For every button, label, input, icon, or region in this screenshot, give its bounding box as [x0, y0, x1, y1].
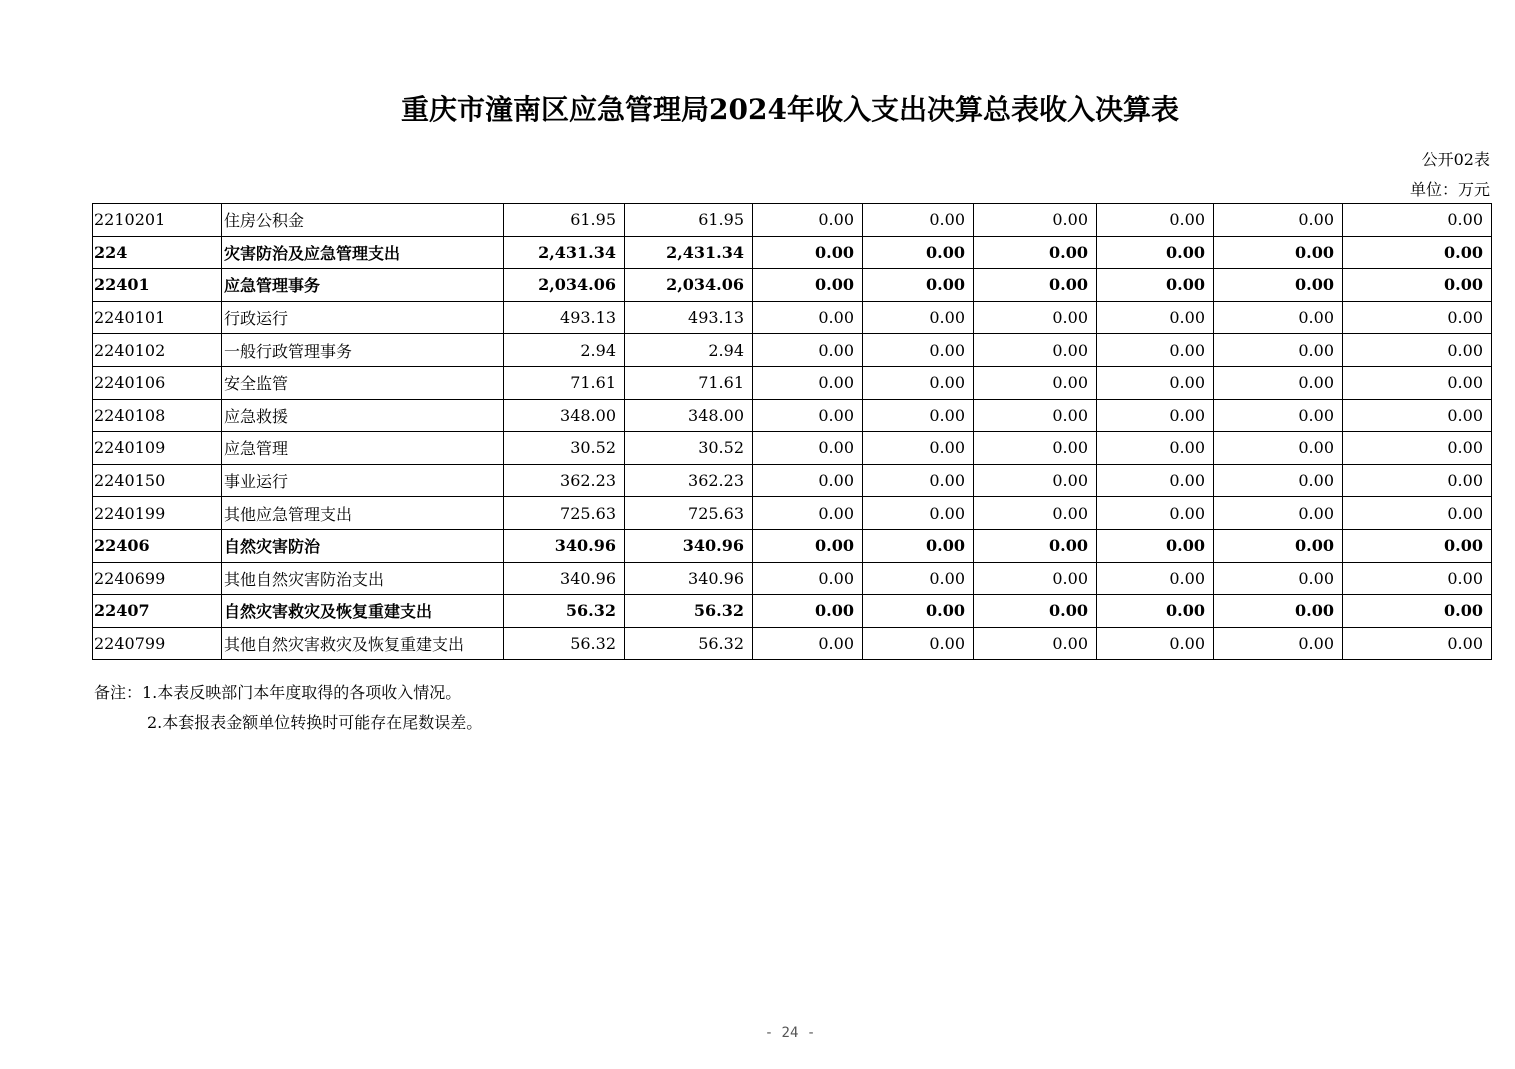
income-table	[92, 203, 1492, 660]
page-number: - 24 -	[764, 1025, 816, 1041]
amount-cell: 0.00	[1343, 334, 1492, 367]
subject-code-cell: 2240102	[93, 334, 222, 367]
amount-cell: 340.96	[504, 562, 625, 595]
amount-cell: 0.00	[863, 529, 974, 562]
table-row	[93, 334, 1492, 367]
amount-cell: 56.32	[625, 595, 753, 628]
amount-cell: 0.00	[1214, 529, 1343, 562]
amount-cell: 30.52	[504, 432, 625, 465]
subject-code-cell: 2210201	[93, 204, 222, 237]
subject-name-cell: 安全监管	[222, 366, 504, 399]
amount-cell: 0.00	[1097, 366, 1214, 399]
amount-cell: 0.00	[1214, 464, 1343, 497]
table-number: 公开02表	[1421, 150, 1490, 169]
amount-cell: 0.00	[1343, 464, 1492, 497]
amount-cell: 0.00	[863, 595, 974, 628]
table-row	[93, 366, 1492, 399]
amount-cell: 0.00	[1097, 301, 1214, 334]
amount-cell: 0.00	[753, 497, 863, 530]
amount-cell: 0.00	[1343, 529, 1492, 562]
amount-cell: 0.00	[974, 627, 1097, 660]
subject-name-cell: 行政运行	[222, 301, 504, 334]
amount-cell: 0.00	[1097, 562, 1214, 595]
subject-name-cell: 自然灾害防治	[222, 529, 504, 562]
amount-cell: 0.00	[863, 204, 974, 237]
amount-cell: 0.00	[1214, 497, 1343, 530]
amount-cell: 0.00	[863, 301, 974, 334]
subject-name-cell: 住房公积金	[222, 204, 504, 237]
table-row	[93, 236, 1492, 269]
amount-cell: 0.00	[974, 595, 1097, 628]
amount-cell: 0.00	[1097, 627, 1214, 660]
amount-cell: 0.00	[1214, 432, 1343, 465]
amount-cell: 0.00	[753, 269, 863, 302]
amount-cell: 0.00	[753, 529, 863, 562]
amount-cell: 0.00	[1214, 399, 1343, 432]
amount-cell: 0.00	[974, 366, 1097, 399]
amount-cell: 0.00	[753, 432, 863, 465]
amount-cell: 71.61	[625, 366, 753, 399]
amount-cell: 0.00	[1214, 269, 1343, 302]
amount-cell: 2,431.34	[504, 236, 625, 269]
amount-cell: 0.00	[1343, 366, 1492, 399]
amount-cell: 30.52	[625, 432, 753, 465]
subject-name-cell: 事业运行	[222, 464, 504, 497]
amount-cell: 2,431.34	[625, 236, 753, 269]
amount-cell: 2.94	[625, 334, 753, 367]
subject-code-cell: 22407	[93, 595, 222, 628]
amount-cell: 340.96	[625, 529, 753, 562]
amount-cell: 0.00	[974, 204, 1097, 237]
amount-cell: 0.00	[974, 301, 1097, 334]
subject-code-cell: 2240150	[93, 464, 222, 497]
amount-cell: 340.96	[625, 562, 753, 595]
note-line-2: 2.本套报表金额单位转换时可能存在尾数误差。	[147, 713, 483, 732]
amount-cell: 0.00	[1214, 595, 1343, 628]
amount-cell: 0.00	[753, 236, 863, 269]
amount-cell: 56.32	[504, 627, 625, 660]
subject-code-cell: 22401	[93, 269, 222, 302]
amount-cell: 2,034.06	[504, 269, 625, 302]
subject-code-cell: 2240109	[93, 432, 222, 465]
amount-cell: 0.00	[753, 464, 863, 497]
subject-code-cell: 22406	[93, 529, 222, 562]
subject-code-cell: 2240199	[93, 497, 222, 530]
amount-cell: 725.63	[504, 497, 625, 530]
amount-cell: 0.00	[1343, 269, 1492, 302]
amount-cell: 0.00	[863, 236, 974, 269]
amount-cell: 0.00	[863, 562, 974, 595]
table-row	[93, 562, 1492, 595]
amount-cell: 0.00	[1343, 204, 1492, 237]
table-row	[93, 269, 1492, 302]
amount-cell: 0.00	[863, 432, 974, 465]
subject-code-cell: 224	[93, 236, 222, 269]
subject-code-cell: 2240799	[93, 627, 222, 660]
amount-cell: 0.00	[974, 497, 1097, 530]
amount-cell: 0.00	[1343, 562, 1492, 595]
amount-cell: 493.13	[504, 301, 625, 334]
amount-cell: 0.00	[1343, 236, 1492, 269]
amount-cell: 0.00	[1097, 236, 1214, 269]
amount-cell: 0.00	[1097, 464, 1214, 497]
amount-cell: 0.00	[863, 627, 974, 660]
amount-cell: 0.00	[1214, 204, 1343, 237]
amount-cell: 0.00	[1343, 432, 1492, 465]
amount-cell: 362.23	[504, 464, 625, 497]
unit-label: 单位：万元	[1409, 180, 1490, 199]
page-title: 重庆市潼南区应急管理局2024年收入支出决算总表收入决算表	[401, 93, 1179, 126]
amount-cell: 2.94	[504, 334, 625, 367]
amount-cell: 0.00	[1214, 236, 1343, 269]
amount-cell: 2,034.06	[625, 269, 753, 302]
amount-cell: 0.00	[974, 399, 1097, 432]
amount-cell: 0.00	[1214, 301, 1343, 334]
table-row	[93, 301, 1492, 334]
amount-cell: 0.00	[1214, 627, 1343, 660]
amount-cell: 725.63	[625, 497, 753, 530]
subject-name-cell: 一般行政管理事务	[222, 334, 504, 367]
amount-cell: 0.00	[753, 334, 863, 367]
amount-cell: 0.00	[974, 464, 1097, 497]
subject-code-cell: 2240108	[93, 399, 222, 432]
amount-cell: 348.00	[625, 399, 753, 432]
amount-cell: 0.00	[974, 529, 1097, 562]
amount-cell: 0.00	[1097, 399, 1214, 432]
amount-cell: 61.95	[625, 204, 753, 237]
amount-cell: 0.00	[1097, 334, 1214, 367]
amount-cell: 0.00	[974, 236, 1097, 269]
amount-cell: 0.00	[863, 269, 974, 302]
subject-name-cell: 应急管理	[222, 432, 504, 465]
amount-cell: 0.00	[1097, 497, 1214, 530]
amount-cell: 61.95	[504, 204, 625, 237]
table-row	[93, 204, 1492, 237]
amount-cell: 0.00	[753, 366, 863, 399]
subject-name-cell: 自然灾害救灾及恢复重建支出	[222, 595, 504, 628]
amount-cell: 0.00	[1343, 595, 1492, 628]
amount-cell: 0.00	[753, 204, 863, 237]
amount-cell: 0.00	[1214, 334, 1343, 367]
amount-cell: 0.00	[863, 464, 974, 497]
subject-code-cell: 2240106	[93, 366, 222, 399]
subject-name-cell: 其他应急管理支出	[222, 497, 504, 530]
amount-cell: 0.00	[1343, 301, 1492, 334]
subject-code-cell: 2240699	[93, 562, 222, 595]
amount-cell: 0.00	[1097, 204, 1214, 237]
amount-cell: 0.00	[1343, 399, 1492, 432]
table-row	[93, 529, 1492, 562]
amount-cell: 0.00	[974, 334, 1097, 367]
amount-cell: 0.00	[1097, 269, 1214, 302]
amount-cell: 71.61	[504, 366, 625, 399]
subject-name-cell: 灾害防治及应急管理支出	[222, 236, 504, 269]
amount-cell: 0.00	[974, 432, 1097, 465]
amount-cell: 0.00	[1343, 497, 1492, 530]
amount-cell: 0.00	[1343, 627, 1492, 660]
table-row	[93, 432, 1492, 465]
table-row	[93, 595, 1492, 628]
amount-cell: 0.00	[753, 595, 863, 628]
amount-cell: 0.00	[863, 366, 974, 399]
table-row	[93, 399, 1492, 432]
amount-cell: 0.00	[1097, 432, 1214, 465]
amount-cell: 0.00	[974, 562, 1097, 595]
amount-cell: 0.00	[1097, 529, 1214, 562]
subject-code-cell: 2240101	[93, 301, 222, 334]
amount-cell: 348.00	[504, 399, 625, 432]
amount-cell: 362.23	[625, 464, 753, 497]
amount-cell: 0.00	[753, 562, 863, 595]
amount-cell: 0.00	[753, 627, 863, 660]
amount-cell: 493.13	[625, 301, 753, 334]
amount-cell: 0.00	[753, 399, 863, 432]
amount-cell: 56.32	[625, 627, 753, 660]
subject-name-cell: 其他自然灾害救灾及恢复重建支出	[222, 627, 504, 660]
amount-cell: 340.96	[504, 529, 625, 562]
amount-cell: 0.00	[1214, 366, 1343, 399]
amount-cell: 0.00	[863, 334, 974, 367]
amount-cell: 0.00	[863, 399, 974, 432]
subject-name-cell: 其他自然灾害防治支出	[222, 562, 504, 595]
amount-cell: 0.00	[974, 269, 1097, 302]
note-line-1: 备注：1.本表反映部门本年度取得的各项收入情况。	[94, 683, 462, 702]
table-row	[93, 497, 1492, 530]
amount-cell: 0.00	[863, 497, 974, 530]
subject-name-cell: 应急救援	[222, 399, 504, 432]
amount-cell: 0.00	[753, 301, 863, 334]
amount-cell: 56.32	[504, 595, 625, 628]
table-row	[93, 627, 1492, 660]
table-row	[93, 464, 1492, 497]
amount-cell: 0.00	[1097, 595, 1214, 628]
subject-name-cell: 应急管理事务	[222, 269, 504, 302]
amount-cell: 0.00	[1214, 562, 1343, 595]
